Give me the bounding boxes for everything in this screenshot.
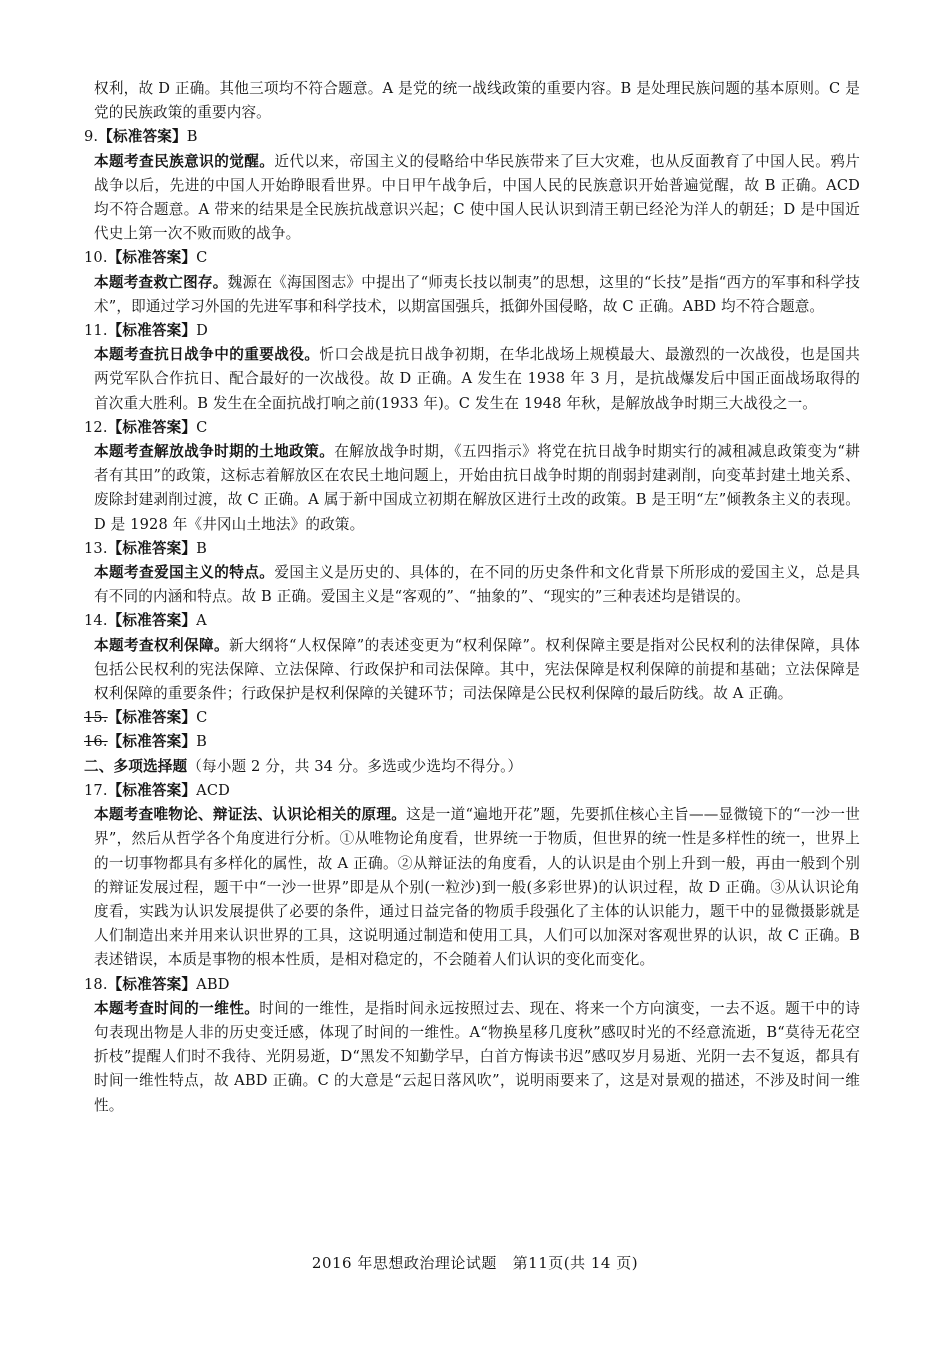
explanation-topic: 本题考查唯物论、辩证法、认识论相关的原理。	[94, 806, 407, 824]
question-13-explanation	[84, 561, 860, 609]
answer-value: C	[196, 709, 208, 727]
question-9-answer	[84, 125, 860, 149]
question-number: 15.	[84, 709, 108, 727]
question-number: 9.	[84, 128, 99, 146]
section-title: 二、多项选择题	[84, 757, 188, 775]
explanation-text: 忻口会战是抗日战争初期，在华北战场上规模最大、最激烈的一次战役，也是国共两党军队合作抗日、配合最好的一次战役。故 D 正确。A 发生在 1938 年 3 月，是抗战爆发后中国正面战场取得的首次重大胜利。B 发生在全面抗战打响之前(1933 年)。C 发生在 1948 年秋，是解放战争时期三大战役之一。	[94, 346, 860, 412]
explanation-text: 在解放战争时期，《五四指示》将党在抗日战争时期实行的减租减息政策变为“耕者有其田”的政策，这标志着解放区在农民土地问题上，开始由抗日战争时期的削弱封建剥削，向变革封建土地关系、废除封建剥削过渡，故 C 正确。A 属于新中国成立初期在解放区进行土改的政策。B 是王明“左”倾教条主义的表现。D 是 1928 年《井冈山土地法》的政策。	[94, 443, 860, 533]
section-2-heading	[84, 755, 860, 779]
question-15-answer	[84, 706, 860, 730]
question-9-explanation	[84, 150, 860, 247]
answer-label: 【标准答案】	[98, 128, 187, 146]
question-number: 17.	[84, 781, 108, 799]
question-11-explanation	[84, 343, 860, 416]
question-12-answer	[84, 416, 860, 440]
question-17-answer	[84, 779, 860, 803]
question-number: 13.	[84, 539, 108, 557]
explanation-topic: 本题考查救亡图存。	[94, 273, 228, 291]
footer-spacer	[497, 1254, 513, 1272]
answer-value: B	[196, 539, 208, 557]
answer-value: ABD	[196, 975, 230, 993]
answer-label: 【标准答案】	[107, 733, 197, 751]
explanation-topic: 本题考查爱国主义的特点。	[94, 564, 275, 582]
answer-value: A	[196, 612, 207, 630]
answer-label: 【标准答案】	[107, 418, 197, 436]
explanation-text: 爱国主义是历史的、具体的，在不同的历史条件和文化背景下所形成的爱国主义，总是具有不同的内涵和特点。故 B 正确。爱国主义是“客观的”、“抽象的”、“现实的”三种表述均是错误的。	[94, 564, 860, 606]
footer-page-info: 第11页(共 14 页)	[512, 1254, 639, 1272]
question-12-explanation	[84, 440, 860, 537]
answer-value: D	[196, 322, 208, 340]
question-14-explanation	[84, 634, 860, 707]
question-number: 10.	[84, 249, 108, 267]
question-13-answer	[84, 537, 860, 561]
question-17-explanation	[84, 803, 860, 972]
answer-label: 【标准答案】	[107, 249, 197, 267]
question-number: 14.	[84, 612, 108, 630]
page-footer	[0, 1252, 950, 1273]
explanation-text: 这是一道“遍地开花”题，先要抓住核心主旨——显微镜下的“一沙一世界”，然后从哲学各个角度进行分析。①从唯物论角度看，世界统一于物质，但世界的统一性是多样性的统一，世界上的一切事物都具有多样化的属性，故 A 正确。②从辩证法的角度看，人的认识是由个别上升到一般，再由一般到个别的辩证发展过程，题干中“一沙一世界”即是从个别(一粒沙)到一般(多彩世界)的认识过程，故 D 正确。③从认识论角度看，实践为认识发展提供了必要的条件，通过日益完备的物质手段强化了主体的认识能力，题干中的显微摄影就是人们制造出来并用来认识世界的工具，这说明通过制造和使用工具，人们可以加深对客观世界的认识，故 C 正确。B 表述错误，本质是事物的根本性质，是相对稳定的，不会随着人们认识的变化而变化。	[94, 806, 860, 969]
question-number: 18.	[84, 975, 108, 993]
question-18-explanation	[84, 997, 860, 1118]
question-18-answer	[84, 973, 860, 997]
question-16-answer	[84, 730, 860, 754]
answer-value: C	[196, 249, 208, 267]
answer-label: 【标准答案】	[107, 781, 197, 799]
explanation-topic: 本题考查民族意识的觉醒。	[94, 152, 275, 170]
answer-label: 【标准答案】	[107, 322, 197, 340]
answer-value: C	[196, 418, 208, 436]
answer-key-content	[84, 77, 860, 1118]
question-10-explanation	[84, 271, 860, 319]
explanation-topic: 本题考查解放战争时期的土地政策。	[94, 443, 335, 461]
answer-label: 【标准答案】	[107, 975, 197, 993]
answer-label: 【标准答案】	[107, 709, 197, 727]
answer-value: B	[186, 128, 198, 146]
question-10-answer	[84, 246, 860, 270]
explanation-topic: 本题考查权利保障。	[94, 636, 229, 654]
explanation-text: 时间的一维性，是指时间永远按照过去、现在、将来一个方向演变，一去不返。题干中的诗句表现出物是人非的历史变迁感，体现了时间的一维性。A“物换星移几度秋”感叹时光的不经意流逝，B“莫待无花空折枝”提醒人们时不我待、光阴易逝，D“黑发不知勤学早，白首方悔读书迟”感叹岁月易逝、光阴一去不复返，都具有时间一维性特点，故 ABD 正确。C 的大意是“云起日落风吹”，说明雨要来了，这是对景观的描述，不涉及时间一维性。	[94, 999, 860, 1114]
explanation-topic: 本题考查抗日战争中的重要战役。	[94, 346, 320, 364]
explanation-text: 新大纲将“人权保障”的表述变更为“权利保障”。权利保障主要是指对公民权利的法律保障，具体包括公民权利的宪法保障、立法保障、行政保护和司法保障。其中，宪法保障是权利保障的前提和基础；立法保障是权利保障的重要条件；行政保护是权利保障的关键环节；司法保障是公民权利保障的最后防线。故 A 正确。	[94, 636, 860, 703]
section-note: （每小题 2 分，共 34 分。多选或少选均不得分。）	[187, 757, 523, 775]
explanation-topic: 本题考查时间的一维性。	[94, 999, 260, 1017]
question-number: 11.	[84, 322, 108, 340]
question-11-answer	[84, 319, 860, 343]
answer-label: 【标准答案】	[107, 539, 197, 557]
explanation-text: 近代以来，帝国主义的侵略给中华民族带来了巨大灾难，也从反面教育了中国人民。鸦片战争以后，先进的中国人开始睁眼看世界。中日甲午战争后，中国人民的民族意识开始普遍觉醒，故 B 正确。ACD 均不符合题意。A 带来的结果是全民族抗战意识兴起；C 使中国人民认识到清王朝已经沦为洋人的朝廷；D 是中国近代史上第一次不败而败的战争。	[94, 152, 860, 243]
question-14-answer	[84, 609, 860, 633]
question-number: 12.	[84, 418, 108, 436]
intro-paragraph: 权利，故 D 正确。其他三项均不符合题意。A 是党的统一战线政策的重要内容。B 是处理民族问题的基本原则。C 是党的民族政策的重要内容。	[94, 80, 860, 122]
answer-value: ACD	[196, 781, 230, 799]
question-number: 16.	[84, 733, 108, 751]
answer-label: 【标准答案】	[107, 612, 197, 630]
explanation-text: 魏源在《海国图志》中提出了“师夷长技以制夷”的思想，这里的“长技”是指“西方的军事和科学技术”，即通过学习外国的先进军事和科学技术，以期富国强兵，抵御外国侵略，故 C 正确。ABD 均不符合题意。	[94, 273, 861, 315]
answer-value: B	[196, 733, 208, 751]
footer-exam-title: 2016 年思想政治理论试题	[311, 1254, 497, 1272]
